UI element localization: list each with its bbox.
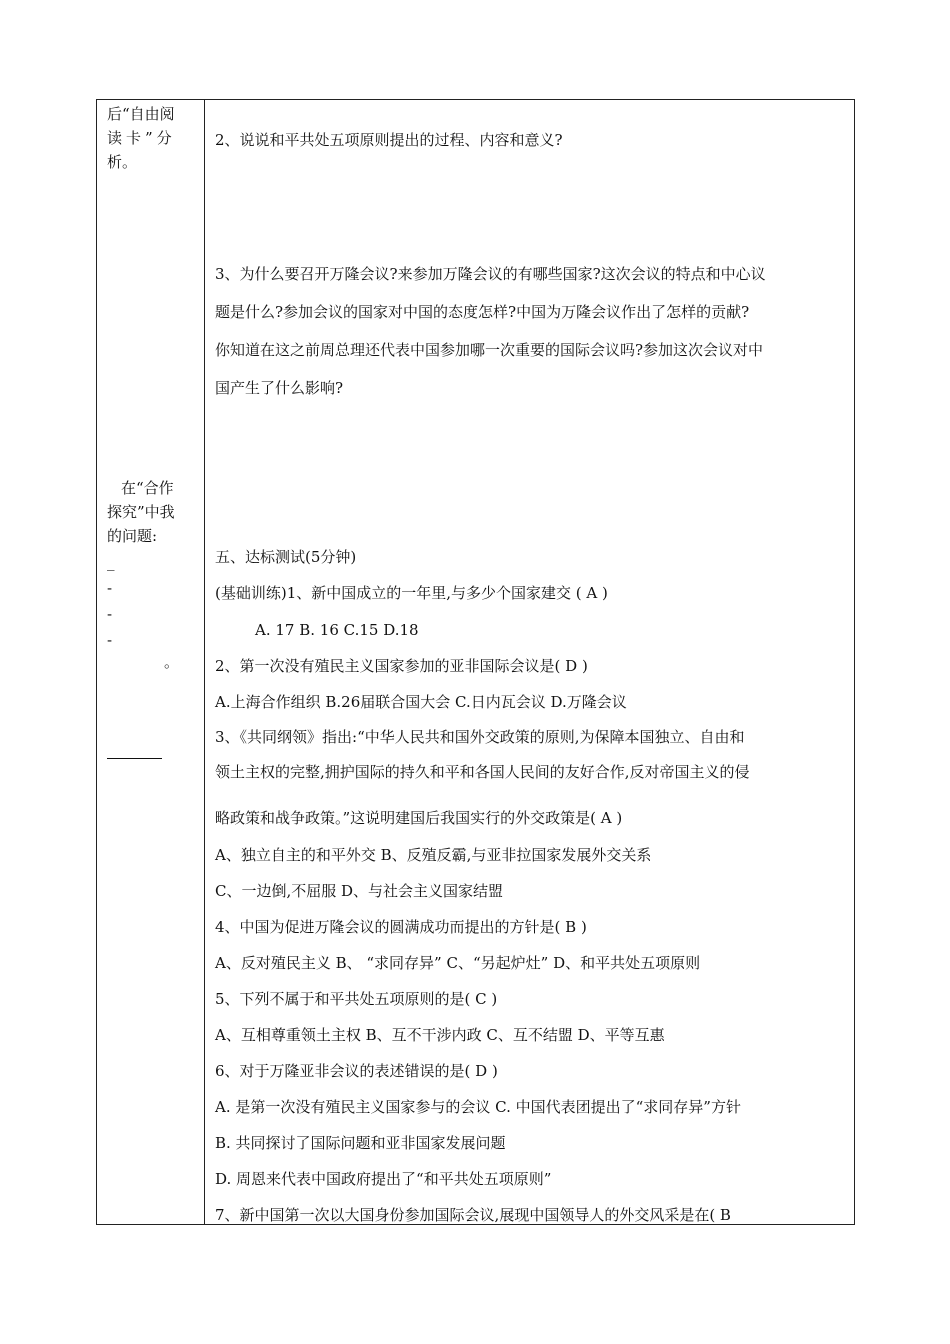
left-question-line-2: 探究”中我 <box>107 503 175 521</box>
test-6: 6、对于万隆亚非会议的表述错误的是( D ) <box>215 1062 498 1080</box>
test-5-options: A、互相尊重领土主权 B、互不干涉内政 C、互不结盟 D、平等互惠 <box>215 1026 665 1044</box>
section-5-heading: 五、达标测试(5分钟) <box>215 548 357 566</box>
test-6-option-b: B. 共同探讨了国际问题和亚非国家发展问题 <box>215 1134 506 1152</box>
question-2: 2、说说和平共处五项原则提出的过程、内容和意义? <box>215 131 563 149</box>
left-end-mark: 。 <box>164 653 180 671</box>
test-2-options: A.上海合作组织 B.26届联合国大会 C.日内瓦会议 D.万隆会议 <box>215 693 627 711</box>
left-note-line-1: 后“自由阅 <box>107 105 175 123</box>
test-3-line-1: 3、《共同纲领》指出:“中华人民共和国外交政策的原则,为保障本国独立、自由和 <box>215 728 745 746</box>
test-6-option-d: D. 周恩来代表中国政府提出了“和平共处五项原则” <box>215 1170 552 1188</box>
left-column <box>97 100 204 1224</box>
question-3-line-1: 3、为什么要召开万隆会议?来参加万隆会议的有哪些国家?这次会议的特点和中心议 <box>215 265 766 283</box>
test-3-line-2: 领土主权的完整,拥护国际的持久和平和各国人民间的友好合作,反对帝国主义的侵 <box>215 763 750 781</box>
test-5: 5、下列不属于和平共处五项原则的是( C ) <box>215 990 498 1008</box>
question-3-line-2: 题是什么?参加会议的国家对中国的态度怎样?中国为万隆会议作出了怎样的贡献? <box>215 303 750 321</box>
test-1-options: A. 17 B. 16 C.15 D.18 <box>255 621 419 639</box>
test-3-line-3: 略政策和战争政策。”这说明建国后我国实行的外交政策是( A ) <box>215 809 623 827</box>
answer-blank-line <box>107 758 162 759</box>
left-dash-4: - <box>107 631 113 649</box>
left-question-line-3: 的问题: <box>107 527 158 545</box>
test-1: (基础训练)1、新中国成立的一年里,与多少个国家建交 ( A ) <box>215 584 608 602</box>
left-note-line-2: 读卡”分 <box>107 129 176 147</box>
right-column <box>205 100 854 1224</box>
test-4-options: A、反对殖民主义 B、 “求同存异” C、“另起炉灶” D、和平共处五项原则 <box>215 954 701 972</box>
left-question-line-1: 在“合作 <box>121 479 174 497</box>
left-dash-1: _ <box>107 553 115 571</box>
test-4: 4、中国为促进万隆会议的圆满成功而提出的方针是( B ) <box>215 918 587 936</box>
question-3-line-4: 国产生了什么影响? <box>215 379 344 397</box>
question-3-line-3: 你知道在这之前周总理还代表中国参加哪一次重要的国际会议吗?参加这次会议对中 <box>215 341 764 359</box>
test-7: 7、新中国第一次以大国身份参加国际会议,展现中国领导人的外交风采是在( B <box>215 1206 731 1224</box>
left-dash-2: - <box>107 579 113 597</box>
test-3-options-2: C、一边倒,不屈服 D、与社会主义国家结盟 <box>215 882 504 900</box>
worksheet-table <box>96 99 855 1225</box>
test-2: 2、第一次没有殖民主义国家参加的亚非国际会议是( D ) <box>215 657 588 675</box>
test-6-option-a-c: A. 是第一次没有殖民主义国家参与的会议 C. 中国代表团提出了“求同存异”方针 <box>215 1098 741 1116</box>
test-3-options-1: A、独立自主的和平外交 B、反殖反霸,与亚非拉国家发展外交关系 <box>215 846 652 864</box>
left-note-line-3: 析。 <box>107 153 138 171</box>
left-dash-3: - <box>107 605 113 623</box>
